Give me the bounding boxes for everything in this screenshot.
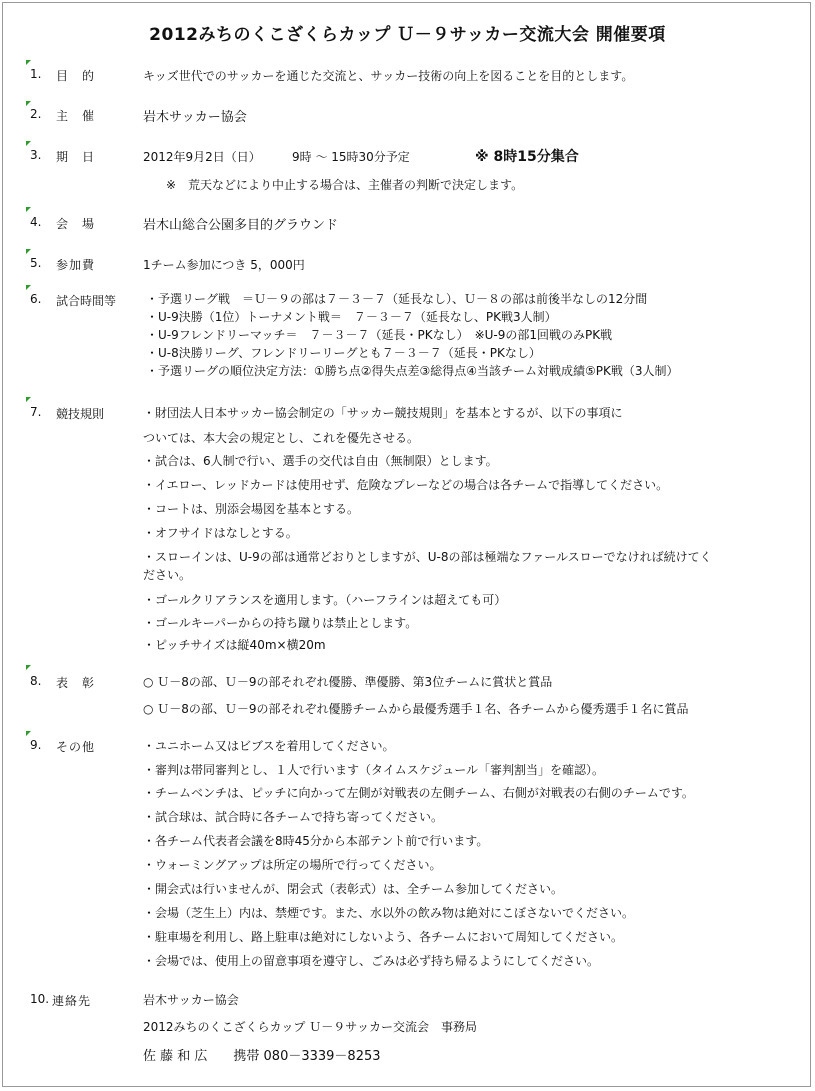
- section-7-label: 競技規則: [56, 407, 105, 421]
- match-rule-line: ・U-9フレンドリーマッチ＝ ７－３－７（延長・PKなし） ※U-9の部1回戦のみPK戦: [146, 328, 613, 342]
- other-line: ・駐車場を利用し、路上駐車は絶対にしないよう、各チームにおいて周知してください。: [143, 930, 624, 944]
- cell-marker-6: [26, 285, 31, 290]
- section-3-number: 3.: [30, 148, 42, 162]
- rules-line: ・試合は、6人制で行い、選手の交代は自由（無制限）とします。: [143, 454, 498, 468]
- section-9-number: 9.: [30, 738, 42, 752]
- document-title: 2012みちのくこざくらカップ Ｕ－９サッカー交流大会 開催要項: [149, 25, 666, 45]
- other-line: ・チームベンチは、ピッチに向かって左側が対戦表の左側チーム、右側が対戦表の右側のチームです。: [143, 786, 694, 800]
- section-1-text: キッズ世代でのサッカーを通じた交流と、サッカー技術の向上を図ることを目的とします。: [143, 69, 634, 83]
- cancellation-note: ※ 荒天などにより中止する場合は、主催者の判断で決定します。: [166, 178, 524, 192]
- section-5-label: 参加費: [56, 258, 96, 272]
- award-line: ○ Ｕ－8の部、Ｕ－9の部それぞれ優勝、準優勝、第3位チームに賞状と賞品: [143, 675, 553, 689]
- other-line: ・ユニホーム又はビブスを着用してください。: [143, 739, 395, 753]
- rules-line: ・イエロー、レッドカードは使用せず、危険なプレーなどの場合は各チームで指導してください。: [143, 478, 669, 492]
- match-rule-line: ・予選リーグの順位決定方法：①勝ち点②得失点差③総得点④当該チーム対戦成績⑤PK戦（3人制）: [146, 364, 679, 378]
- match-rule-line: ・予選リーグ戦 ＝Ｕ－９の部は７－３－７（延長なし）、Ｕ－８の部は前後半なしの12分間: [146, 292, 648, 306]
- rules-line: ・スローインは、U-9の部は通常どおりとしますが、U-8の部は極端なファールスローでなければ続けてく: [143, 550, 712, 564]
- other-line: ・試合球は、試合時に各チームで持ち寄ってください。: [143, 810, 444, 824]
- section-3-label: 期 日: [56, 150, 96, 164]
- cell-marker-1: [26, 60, 31, 65]
- contact-organization: 岩木サッカー協会: [143, 993, 239, 1007]
- section-2-text: 岩木サッカー協会: [143, 110, 247, 125]
- match-rule-line: ・U-8決勝リーグ、フレンドリーリーグとも７－３－７（延長・PKなし）: [146, 346, 541, 360]
- contact-office: 2012みちのくこざくらカップ Ｕ－９サッカー交流会 事務局: [143, 1020, 477, 1034]
- match-rule-line: ・U-9決勝（1位）トーナメント戦＝ ７－３－７（延長なし、PK戦3人制）: [146, 310, 557, 324]
- event-date: 2012年9月2日（日）: [143, 150, 261, 164]
- rules-line: ついては、本大会の規定とし、これを優先させる。: [143, 431, 420, 445]
- section-10-number: 10.: [30, 992, 50, 1006]
- cell-marker-9: [26, 731, 31, 736]
- rules-line: ・オフサイドはなしとする。: [143, 526, 298, 540]
- section-7-number: 7.: [30, 405, 42, 419]
- cell-marker-4: [26, 207, 31, 212]
- section-4-label: 会 場: [56, 217, 96, 231]
- rules-line: ださい。: [143, 568, 192, 582]
- section-9-label: その他: [56, 740, 96, 754]
- cell-marker-8: [26, 665, 31, 670]
- section-1-number: 1.: [30, 67, 42, 81]
- rules-line: ・ゴールキーパーからの持ち蹴りは禁止とします。: [143, 616, 418, 630]
- other-line: ・会場（芝生上）内は、禁煙です。また、水以外の飲み物は絶対にこぼさないでください。: [143, 906, 635, 920]
- event-time: 9時 ～ 15時30分予定: [292, 150, 410, 164]
- section-2-number: 2.: [30, 107, 42, 121]
- section-1-label: 目 的: [56, 69, 96, 83]
- cell-marker-3: [26, 141, 31, 146]
- contact-person: 佐 藤 和 広 携帯 080－3339－8253: [143, 1049, 381, 1064]
- cell-marker-7: [26, 397, 31, 402]
- award-line: ○ Ｕ－8の部、Ｕ－9の部それぞれ優勝チームから最優秀選手１名、各チームから優秀選手１名に賞品: [143, 702, 689, 716]
- section-4-number: 4.: [30, 215, 42, 229]
- section-6-number: 6.: [30, 292, 42, 306]
- other-line: ・審判は帯同審判とし、１人で行います（タイムスケジュール「審判割当」を確認）。: [143, 763, 605, 777]
- rules-line: ・コートは、別添会場図を基本とする。: [143, 502, 360, 516]
- other-line: ・開会式は行いませんが、閉会式（表彰式）は、全チーム参加してください。: [143, 882, 564, 896]
- other-line: ・各チーム代表者会議を8時45分から本部テント前で行います。: [143, 834, 489, 848]
- assembly-time: ※ 8時15分集合: [475, 149, 579, 165]
- rules-line: ・財団法人日本サッカー協会制定の「サッカー競技規則」を基本とするが、以下の事項に: [143, 406, 623, 420]
- section-2-label: 主 催: [56, 109, 96, 123]
- other-line: ・ウォーミングアップは所定の場所で行ってください。: [143, 858, 442, 872]
- section-10-label: 連絡先: [52, 994, 92, 1008]
- rules-line: ・ピッチサイズは縦40m×横20m: [143, 638, 326, 652]
- section-5-number: 5.: [30, 256, 42, 270]
- rules-line: ・ゴールクリアランスを適用します。（ハーフラインは超えても可）: [143, 593, 507, 607]
- section-5-text: 1チーム参加につき 5，000円: [143, 258, 305, 272]
- section-4-text: 岩木山総合公園多目的グラウンド: [143, 218, 339, 233]
- section-6-label: 試合時間等: [56, 294, 117, 308]
- section-8-label: 表 彰: [56, 676, 96, 690]
- cell-marker-2: [26, 101, 31, 106]
- other-line: ・会場では、使用上の留意事項を遵守し、ごみは必ず持ち帰るようにしてください。: [143, 954, 600, 968]
- section-8-number: 8.: [30, 674, 42, 688]
- cell-marker-5: [26, 249, 31, 254]
